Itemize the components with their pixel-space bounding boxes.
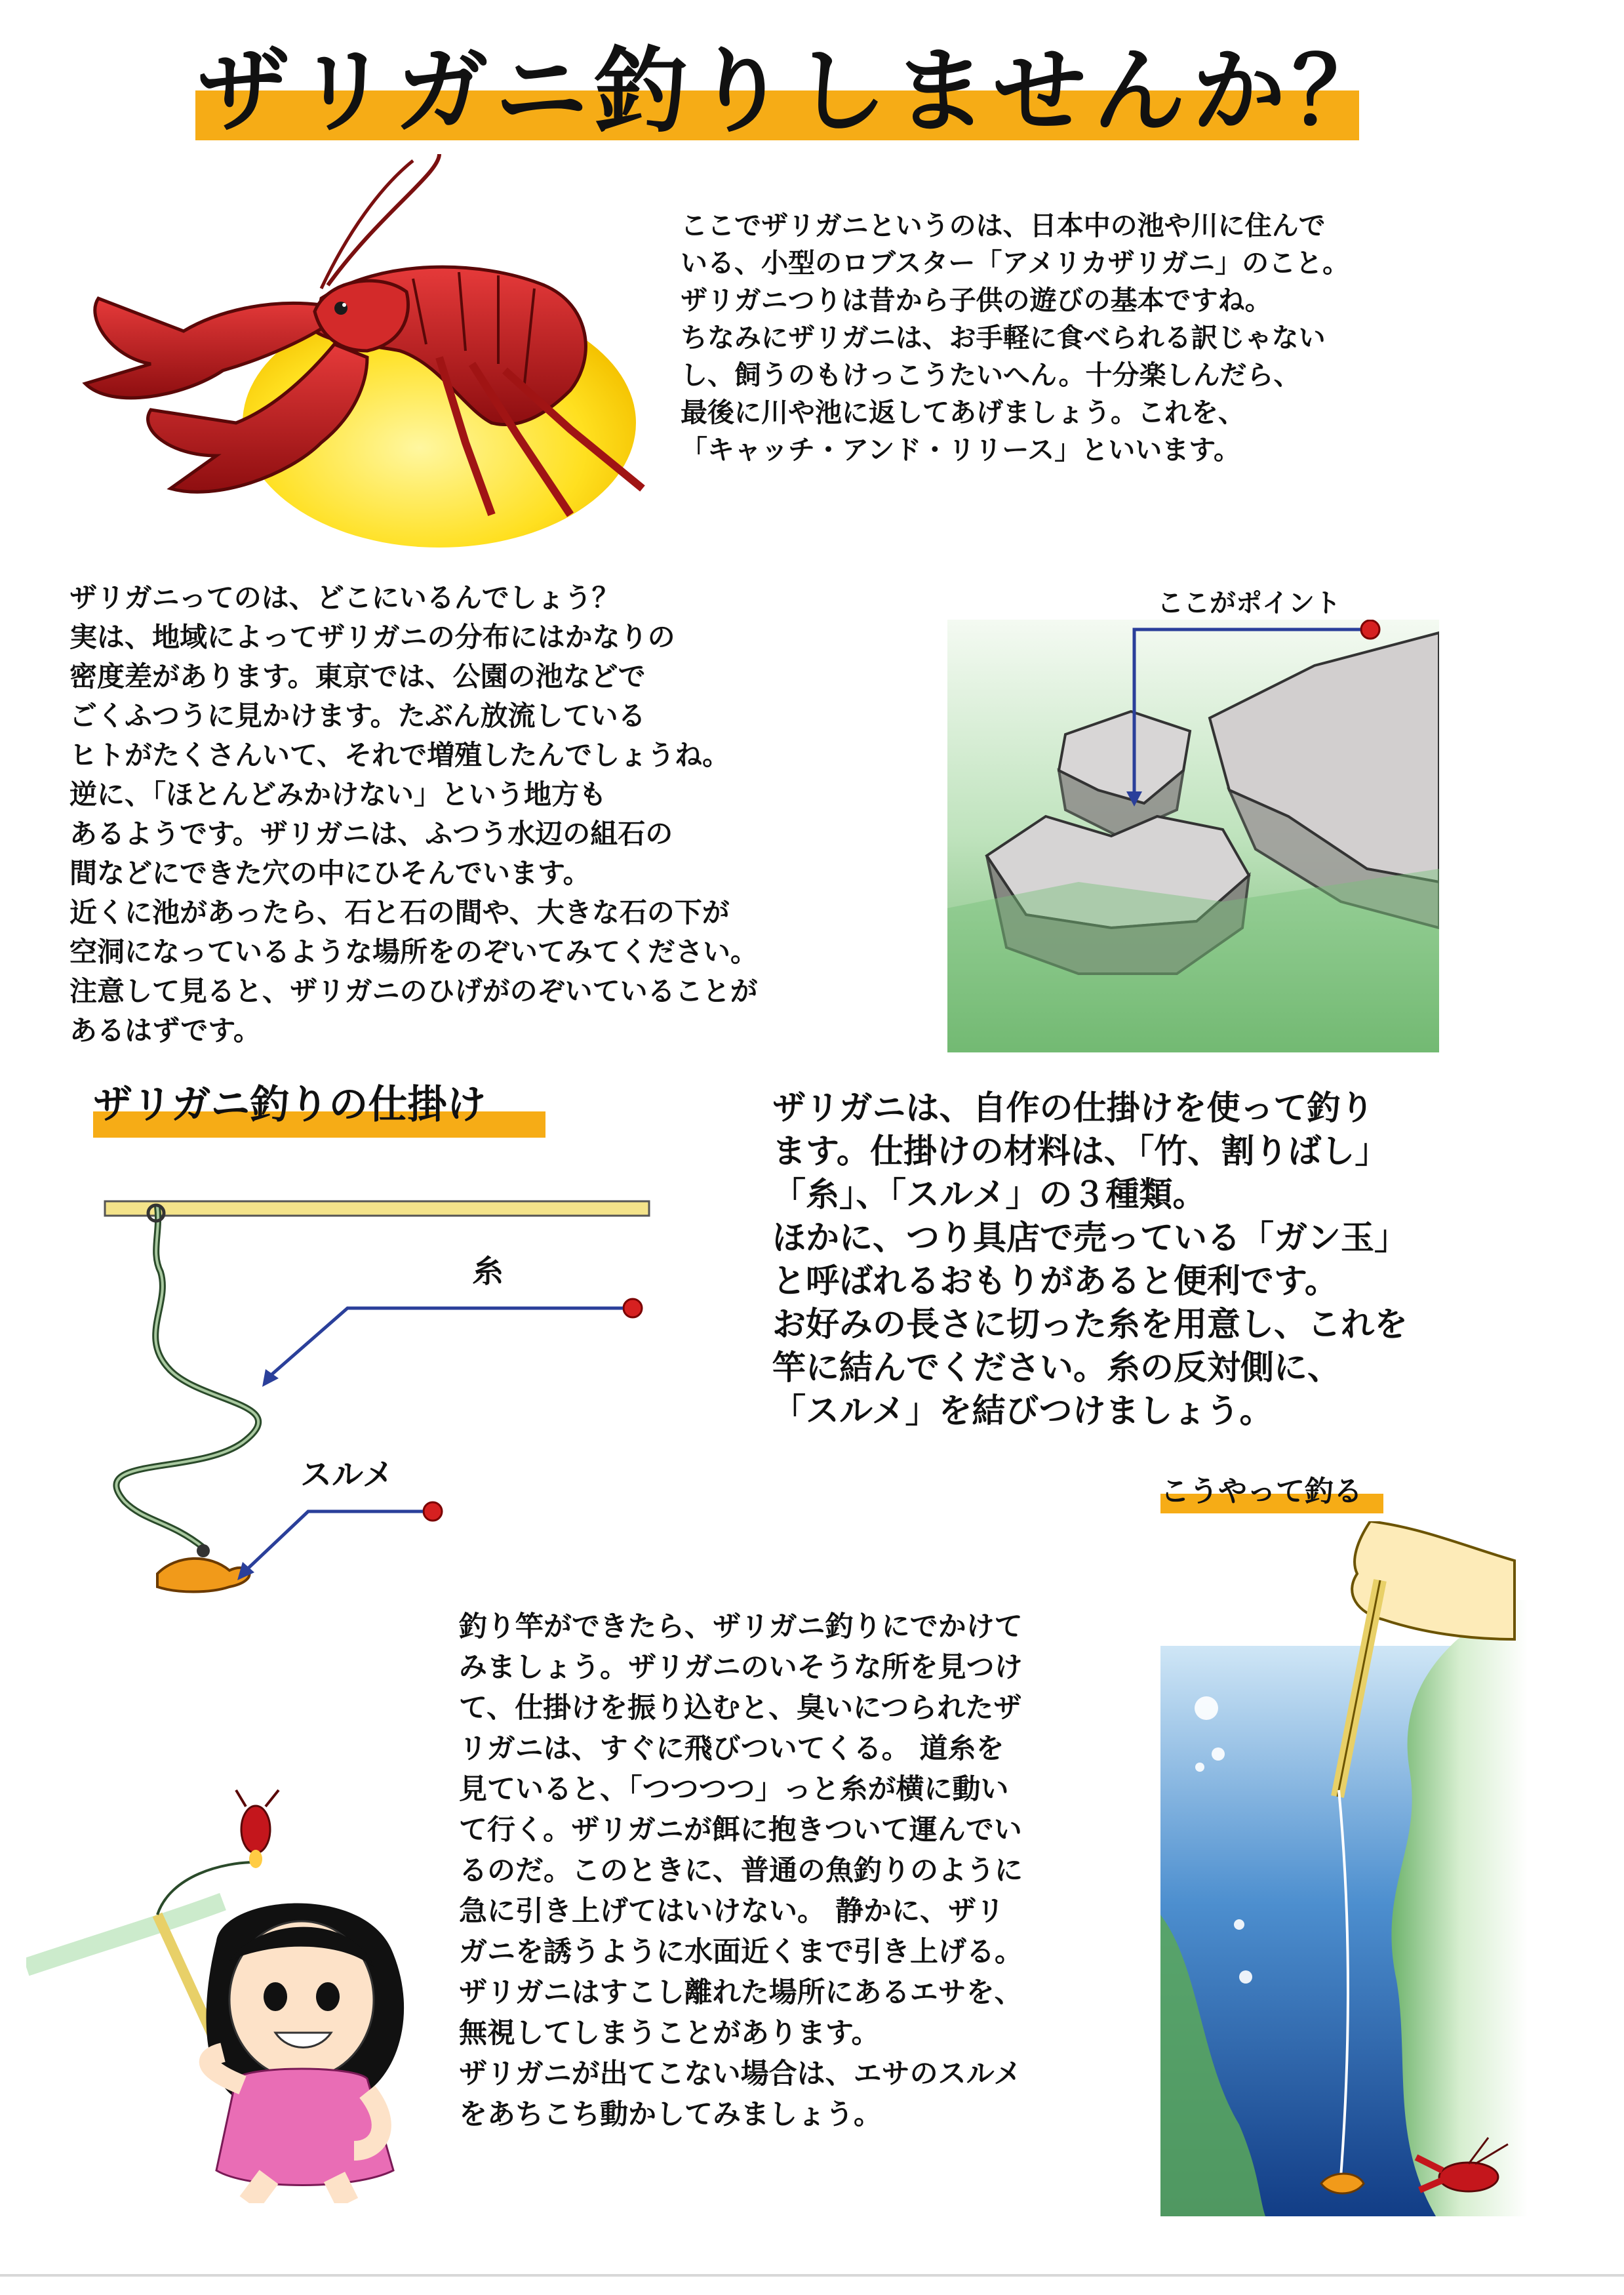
how-line: て行く。ザリガニが餌に抱きついて運んでい [459, 1814, 1022, 1846]
tackle-line: と呼ばれるおもりがあると便利です。 [772, 1262, 1338, 1301]
how-line: るのだ。このときに、普通の魚釣りのように [459, 1854, 1023, 1887]
tackle-diagram [98, 1193, 662, 1600]
habitat-line: あるはずです。 [69, 1014, 261, 1047]
how-line: 見ていると、「つつつつ」っと糸が横に動い [459, 1773, 1009, 1806]
how-line: て、仕掛けを振り込むと、臭いにつられたザ [459, 1692, 1022, 1725]
intro-line: ちなみにザリガニは、お手軽に食べられる訳じゃない [681, 322, 1326, 353]
how-line: 急に引き上げてはいけない。 静かに、ザリ [459, 1895, 1004, 1928]
tackle-line: お好みの長さに切った糸を用意し、これを [772, 1306, 1408, 1344]
habitat-line: 逆に、「ほとんどみかけない」という地方も [69, 778, 607, 810]
habitat-line: 近くに池があったら、石と石の間や、大きな石の下が [69, 896, 730, 928]
tackle-heading: ザリガニ釣りの仕掛け [93, 1082, 486, 1128]
tackle-line: ます。仕掛けの材料は、「竹、割りばし」 [772, 1132, 1389, 1171]
small-crayfish-icon [236, 1790, 279, 1868]
bottom-divider [0, 2274, 1624, 2277]
crayfish-illustration [72, 148, 662, 554]
habitat-line: 注意して見ると、ザリガニのひげがのぞいていることが [69, 975, 758, 1007]
girl-fishing-illustration [26, 1744, 472, 2203]
point-label: ここがポイント [1157, 588, 1341, 618]
intro-line: いる、小型のロブスター「アメリカザリガニ」のこと。 [681, 247, 1350, 279]
habitat-line: ザリガニってのは、どこにいるんでしょう？ [69, 582, 620, 614]
habitat-line: ごくふつうに見かけます。たぶん放流している [69, 700, 646, 732]
habitat-line: ヒトがたくさんいて、それで増殖したんでしょうね。 [69, 739, 730, 771]
label-line: 糸 [472, 1253, 504, 1290]
how-line: 無視してしまうことがあります。 [459, 2017, 880, 2050]
habitat-line: 空洞になっているような場所をのぞいてみてください。 [69, 936, 759, 968]
pond-fishing-illustration [1160, 1521, 1534, 2216]
habitat-line: 実は、地域によってザリガニの分布にはかなりの [69, 621, 675, 653]
label-bait: スルメ [300, 1456, 394, 1493]
intro-line: 最後に川や池に返してあげましょう。これを、 [681, 397, 1245, 428]
page-title: ザリガニ釣りしませんか？ [197, 37, 1392, 146]
how-heading: こうやって釣る [1160, 1475, 1362, 1508]
habitat-line: 間などにできた穴の中にひそんでいます。 [69, 857, 591, 889]
tackle-line: 「スルメ」を結びつけましょう。 [772, 1392, 1273, 1431]
intro-line: ザリガニつりは昔から子供の遊びの基本ですね。 [681, 285, 1272, 316]
how-line: ザリガニが出てこない場合は、エサのスルメ [459, 2058, 1022, 2090]
stone-wall-illustration [947, 620, 1439, 1052]
habitat-line: あるようです。ザリガニは、ふつう水辺の組石の [69, 818, 673, 850]
intro-line: 「キャッチ・アンド・リリース」といいます。 [681, 434, 1241, 466]
how-paragraph [459, 1606, 1023, 2135]
how-line: ガニを誘うように水面近くまで引き上げる。 [459, 1936, 1023, 1968]
habitat-line: 密度差があります。東京では、公園の池などで [69, 660, 646, 692]
how-line: ザリガニはすこし離れた場所にあるエサを、 [459, 1976, 1023, 2009]
intro-line: ここでザリガニというのは、日本中の池や川に住んで [681, 210, 1326, 241]
tackle-line: 「糸」、「スルメ」の３種類。 [772, 1176, 1206, 1214]
how-line: 釣り竿ができたら、ザリガニ釣りにでかけて [459, 1610, 1023, 1643]
tackle-line: 竿に結んでください。糸の反対側に、 [772, 1349, 1341, 1387]
tackle-line: ほかに、つり具店で売っている「ガン玉」 [772, 1219, 1408, 1258]
intro-paragraph [681, 207, 1349, 469]
intro-line: し、飼うのもけっこうたいへん。十分楽しんだら、 [681, 359, 1301, 391]
habitat-paragraph [69, 578, 758, 1050]
tackle-paragraph [772, 1087, 1408, 1433]
how-line: みましょう。ザリガニのいそうな所を見つけ [459, 1651, 1023, 1684]
tackle-line: ザリガニは、自作の仕掛けを使って釣り [772, 1089, 1374, 1128]
how-line: リガニは、すぐに飛びついてくる。 道糸を [459, 1732, 1004, 1765]
how-line: をあちこち動かしてみましょう。 [459, 2098, 882, 2131]
